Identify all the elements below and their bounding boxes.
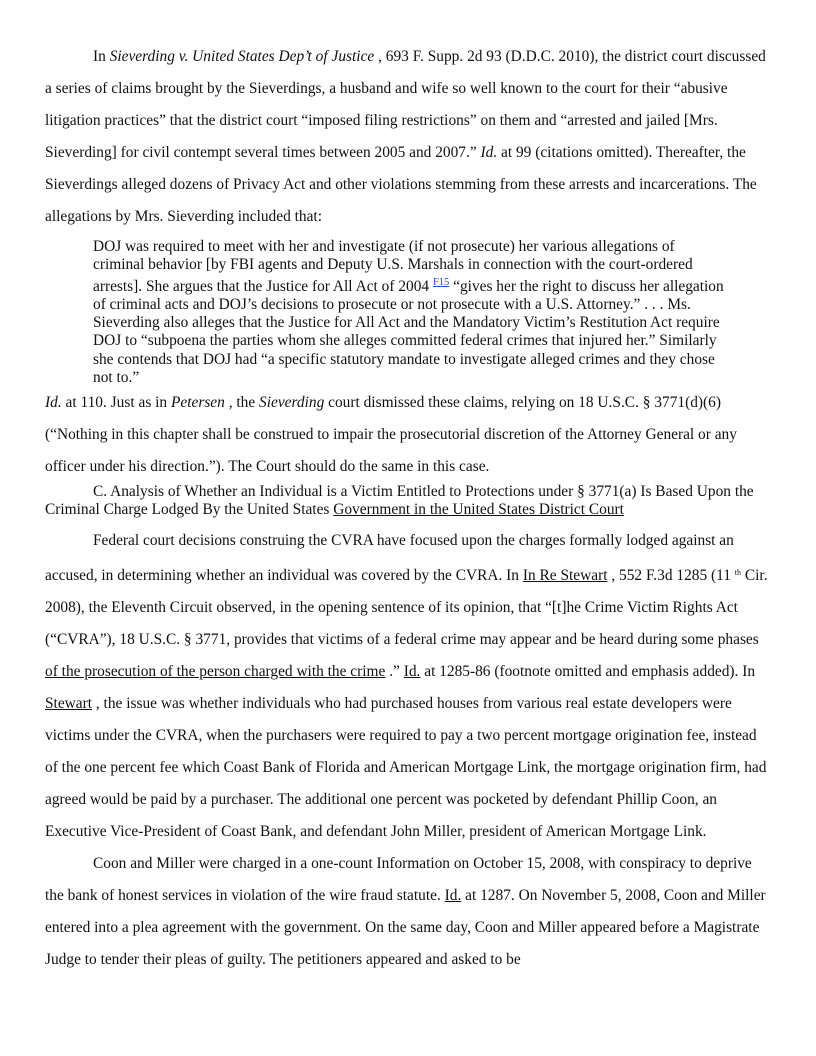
text-run: Federal court decisions construing the CVRA have focused upon the charges formally lodged against an accused, in determining whether an individual was covered by the CVRA. In — [45, 531, 734, 584]
case-name-sieverding: Sieverding — [259, 393, 325, 411]
paragraph-coon-miller — [45, 848, 771, 976]
text-run: “gives her the right to discuss her allegation of criminal acts and DOJ’s decisions to prosecute or not prosecute with a U.S. Attorney.” . . . Ms. Sieverding also alleges that the Justice for All Act and the Mandatory Victim’s Restitution Act require DOJ to “subpoena the parties whom she alleges committed federal crimes that injured her.” Similarly she contends that DOJ had “a specific statutory mandate to investigate alleged crimes and they chose not to.” — [93, 278, 724, 386]
text-run: .” — [385, 662, 404, 680]
heading-underlined-text: Government in the United States District Court — [333, 500, 624, 518]
emphasized-quote: of the prosecution of the person charged with the crime — [45, 662, 386, 680]
document-page — [45, 41, 771, 976]
section-heading-c — [45, 483, 771, 519]
text-run: at 1287. On November 5, 2008, Coon and Miller entered into a plea agreement with the government. On the same day, Coon and Miller appeared before a Magistrate Judge to tender their pleas of guilty. The petitioners appeared and asked to be — [45, 886, 766, 968]
text-run: , 552 F.3d 1285 (11 — [607, 566, 735, 584]
block-quote — [93, 238, 725, 387]
paragraph-sieverding-intro — [45, 41, 771, 233]
id-citation: Id. — [444, 886, 462, 904]
text-run: at 1285-86 (footnote omitted and emphasis added). In — [420, 662, 756, 680]
case-name-in-re-stewart: In Re Stewart — [522, 566, 608, 584]
heading-text: C. Analysis of Whether an Individual is a Victim Entitled to Protections under § 3771(a) Is Based Upon the Criminal Charge Lodged By the United States — [45, 482, 754, 518]
text-run: In — [93, 48, 110, 65]
case-name-petersen: Petersen — [170, 393, 225, 411]
text-run: Cir. 2008), the Eleventh Circuit observed, in the opening sentence of its opinion, that “[t]he Crime Victim Rights Act (“CVRA”), 18 U.S.C. § 3771, provides that victims of a federal crime may appear and be heard during some phases — [45, 566, 768, 648]
text-run: DOJ was required to meet with her and investigate (if not prosecute) her various allegations of criminal behavior [by FBI agents and Deputy U.S. Marshals in connection with the court-ordered arrests]. She argues that the Justice for All Act of 2004 — [93, 238, 693, 296]
paragraph-sieverding-dismissal — [45, 387, 771, 483]
case-name-sieverding: Sieverding v. United States Dep’t of Justice — [109, 48, 375, 65]
id-citation: Id. — [480, 144, 498, 161]
text-run: , the — [224, 393, 260, 411]
text-run: at 110. Just as in — [61, 393, 171, 411]
paragraph-cvra-decisions — [45, 525, 771, 848]
ordinal-superscript: th — [734, 567, 742, 577]
id-citation: Id. — [45, 393, 62, 411]
text-run: , 693 F. Supp. 2d 93 (D.D.C. 2010), the district court discussed a series of claims brought by the Sieverdings, a husband and wife so well known to the court for their “abusive litigation practices” that the district court “imposed filing restrictions” on them and “arrested and jailed [Mrs. Sieverding] for civil contempt several times between 2005 and 2007.” — [45, 48, 766, 161]
text-run: Coon and Miller were charged in a one-count Information on October 15, 2008, with conspiracy to deprive the bank of honest services in violation of the wire fraud statute. — [45, 854, 752, 904]
text-run: court dismissed these claims, relying on 18 U.S.C. § 3771(d)(6) (“Nothing in this chapter shall be construed to impair the prosecutorial discretion of the Attorney General or any officer under his direction.”). The Court should do the same in this case. — [45, 393, 737, 475]
id-citation: Id. — [403, 662, 421, 680]
case-name-stewart: Stewart — [45, 694, 93, 712]
text-run: , the issue was whether individuals who had purchased houses from various real estate developers were victims under the CVRA, when the purchasers were required to pay a two percent mortgage origination fee, instead of the one percent fee which Coast Bank of Florida and American Mortgage Link, the mortgage origination firm, had agreed would be paid by a purchaser. The additional one percent was pocketed by defendant Phillip Coon, an Executive Vice-President of Coast Bank, and defendant John Miller, president of American Mortgage Link. — [45, 694, 767, 840]
footnote-link-f15[interactable]: F15 — [432, 277, 450, 289]
text-run: at 99 (citations omitted). Thereafter, the Sieverdings alleged dozens of Privacy Act and other violations stemming from these arrests and incarcerations. The allegations by Mrs. Sieverding included that: — [45, 144, 757, 225]
